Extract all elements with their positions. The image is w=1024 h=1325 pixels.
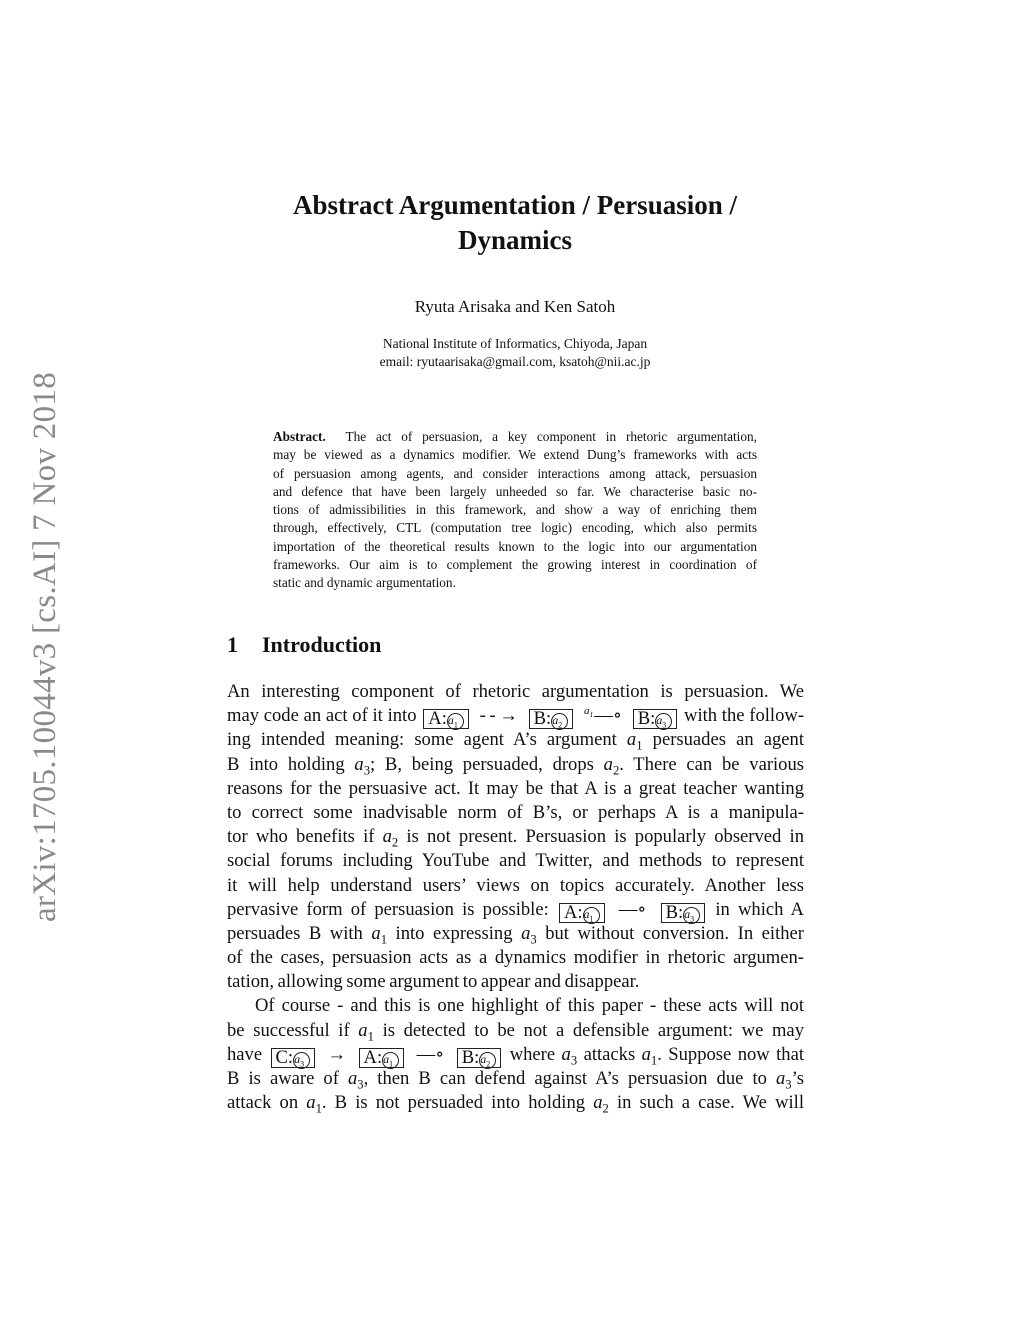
text: may code an act of it into	[227, 705, 417, 727]
text: in which A	[715, 898, 804, 920]
argument-node: $a_2$	[479, 1052, 496, 1069]
text-line: persuades B with $a_1$ into expressing $a_3$ but without conversion. In either	[227, 922, 804, 947]
text-line: Of course - and this is one highlight of this paper - these acts will not	[255, 995, 804, 1017]
abstract-line: through, effectively, CTL (computation tree logic) encoding, which also permits	[273, 520, 757, 536]
title-line: Abstract Argumentation / Persuasion /	[293, 190, 737, 220]
authors: Ryuta Arisaka and Ken Satoh	[414, 297, 616, 316]
text: pervasive form of persuasion is possible:	[227, 898, 549, 920]
argument-node: $a_1$	[447, 713, 464, 730]
institution: National Institute of Informatics, Chiyoda, Japan	[382, 336, 648, 351]
section-heading	[227, 632, 381, 658]
agent-label: B:	[461, 1046, 480, 1068]
section-number: 1	[227, 632, 238, 657]
agent-argument-box	[559, 903, 605, 923]
persuasion-arrow-icon: —∘	[618, 898, 647, 920]
abstract-line: static and dynamic argumentation.	[273, 575, 456, 591]
introduction-body	[227, 680, 804, 1115]
arrow-label: $a_1$	[583, 705, 594, 720]
agent-label: A:	[563, 901, 583, 923]
dashed-arrow-icon: - - →	[479, 705, 518, 727]
agent-argument-box	[661, 903, 706, 923]
text-line: An interesting component of rhetoric argumentation is persuasion. We	[227, 681, 804, 702]
attack-arrow-icon: →	[327, 1043, 347, 1065]
section-title: Introduction	[262, 632, 382, 657]
text: where $a_3$ attacks $a_1$. Suppose now that	[509, 1043, 805, 1068]
text-line: it will help understand users’ views on topics accurately. Another less	[227, 874, 804, 896]
text: have	[227, 1043, 263, 1065]
text-line: B into holding $a_3$; B, being persuaded, drops $a_2$. There can be various	[227, 753, 805, 778]
arrow-glyph: —∘	[594, 705, 622, 727]
paper-title	[0, 188, 1024, 258]
text-line: social forums including YouTube and Twitter, and methods to represent	[227, 850, 804, 872]
abstract-line: of persuasion among agents, and consider interactions among attack, persuasion	[273, 465, 757, 481]
text-line: reasons for the persuasive act. It may be that A is a great teacher wanting	[227, 777, 804, 799]
text-line: tor who benefits if $a_2$ is not present. Persuasion is popularly observed in	[227, 826, 804, 850]
agent-label: B:	[665, 901, 684, 923]
agent-label: C:	[275, 1046, 294, 1068]
text-line: attack on $a_1$. B is not persuaded into holding $a_2$ in such a case. We will	[227, 1092, 805, 1116]
abstract-line: tions of admissibilities in this framework, and show a way of enriching them	[273, 502, 757, 518]
text-line-diagram	[227, 898, 804, 922]
text-line: B is aware of $a_3$, then B can defend against A’s persuasion due to $a_3’s$	[227, 1068, 805, 1092]
persuasion-arrow-icon: —∘	[416, 1043, 445, 1065]
email-line: email: ryutaarisaka@gmail.com, ksatoh@nii.ac.jp	[379, 354, 651, 369]
text-line: to correct some inadvisable norm of B’s, or perhaps A is a manipula-	[227, 801, 804, 823]
abstract	[273, 428, 757, 593]
argument-node: $a_1$	[583, 907, 600, 924]
text-line: tation, allowing some argument to appear and disappear.	[227, 971, 640, 993]
agent-argument-box	[359, 1048, 405, 1068]
agent-argument-box	[529, 709, 574, 729]
abstract-line: and defence that have been largely unheeded so far. We characterise basic no-	[273, 483, 757, 499]
abstract-line: may be viewed as a dynamics modifier. We extend Dung’s frameworks with acts	[273, 447, 757, 463]
text-line-diagram	[227, 704, 804, 728]
text-line-diagram	[227, 1043, 804, 1067]
abstract-label: Abstract.	[273, 429, 326, 444]
abstract-line: frameworks. Our aim is to complement the growing interest in coordination of	[273, 557, 757, 573]
agent-argument-box	[633, 709, 678, 729]
argument-node: $a_3$	[683, 907, 700, 924]
text-line: be successful if $a_1$ is detected to be not a defensible argument: we may	[227, 1019, 804, 1044]
argument-node: $a_2$	[551, 713, 568, 730]
affiliation	[0, 335, 1024, 371]
persuasion-arrow-icon	[580, 704, 626, 728]
text: with the follow-	[684, 705, 805, 727]
abstract-line	[273, 428, 757, 446]
agent-argument-box	[423, 709, 469, 729]
agent-label: A:	[363, 1046, 383, 1068]
abstract-text: The act of persuasion, a key component in rhetoric argumentation,	[345, 429, 757, 444]
agent-argument-box	[457, 1048, 502, 1068]
text-line: of the cases, persuasion acts as a dynamics modifier in rhetoric argumen-	[227, 947, 804, 969]
title-line: Dynamics	[458, 225, 572, 255]
agent-label: B:	[533, 708, 552, 730]
abstract-line: importation of the theoretical results known to the logic into our argumentation	[273, 538, 757, 554]
agent-label: A:	[428, 708, 447, 730]
argument-node: $a_3$	[655, 713, 672, 730]
agent-label: B:	[637, 708, 656, 730]
arxiv-identifier: arXiv:1705.10044v3 [cs.AI] 7 Nov 2018	[27, 371, 63, 923]
text-line: ing intended meaning: some agent A’s argument $a_1$ persuades an agent	[227, 729, 805, 754]
agent-argument-box	[271, 1048, 316, 1068]
argument-node: $a_1$	[382, 1052, 399, 1069]
argument-node: $a_3$	[293, 1052, 310, 1069]
